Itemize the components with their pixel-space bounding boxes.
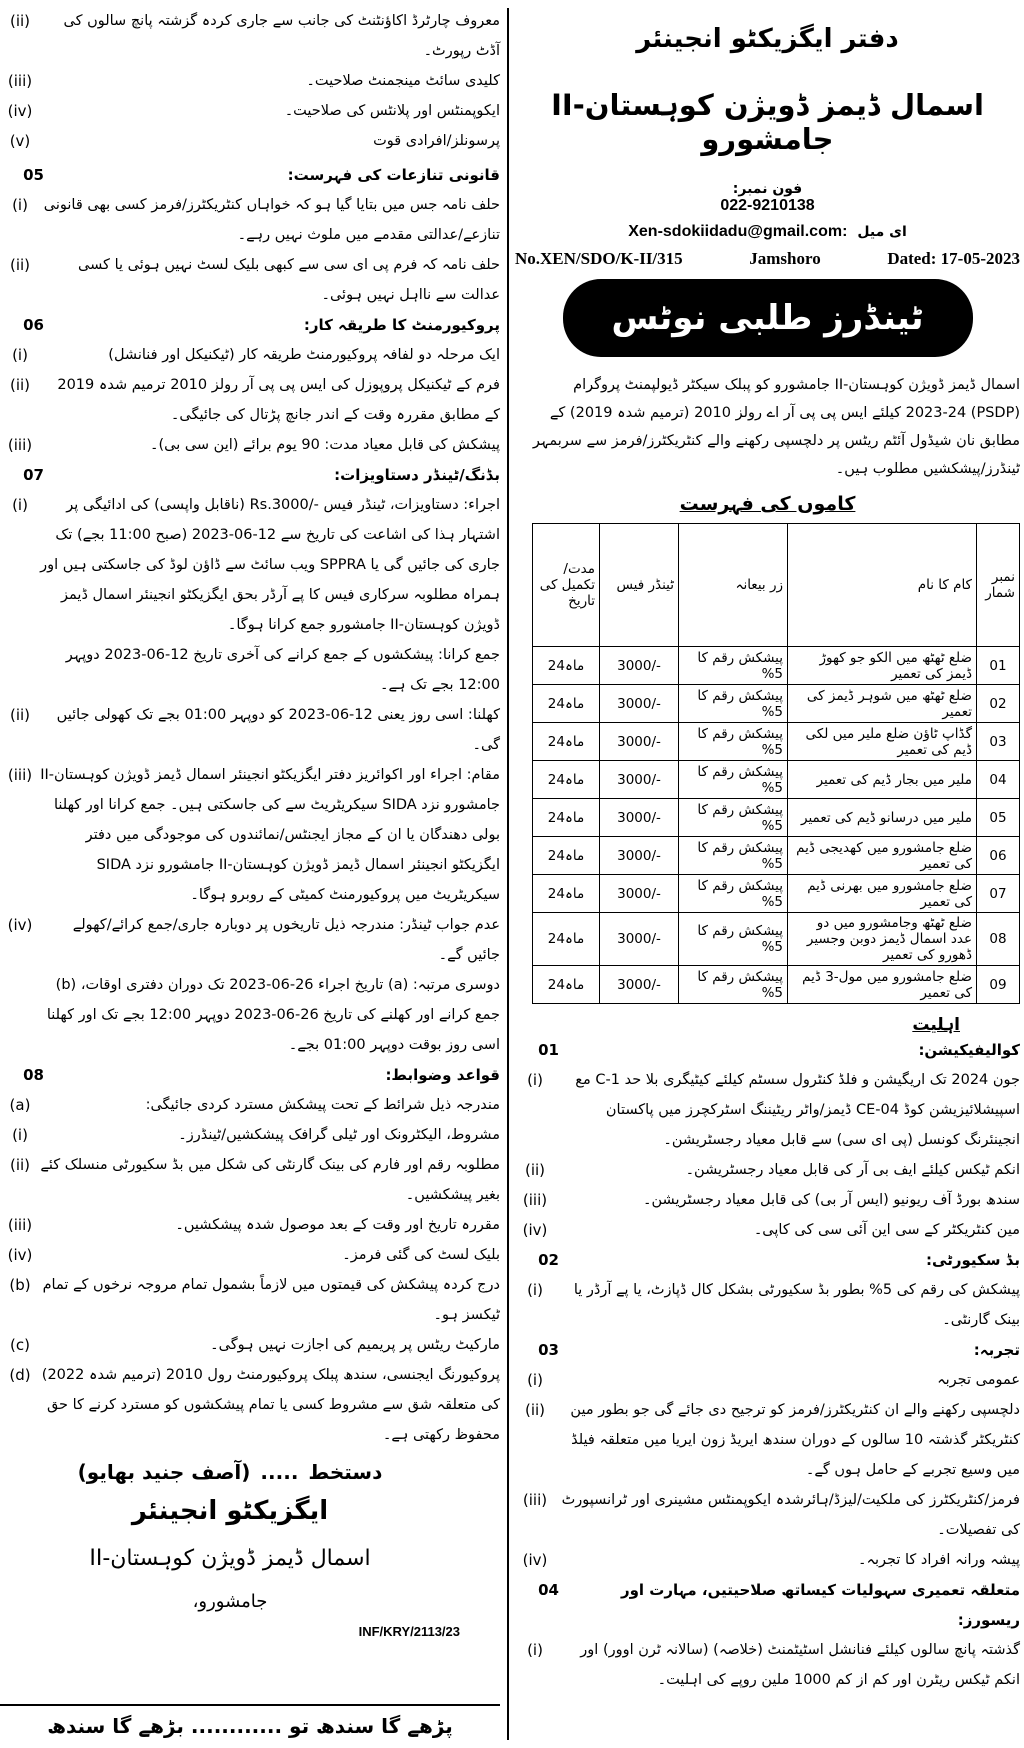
item-number: (iv) bbox=[522, 1221, 548, 1239]
list-item bbox=[0, 430, 500, 460]
item-text: پرسونلز/افرادی قوت bbox=[373, 133, 500, 149]
cell-period: 24ماہ bbox=[533, 761, 600, 799]
cell-period: 24ماہ bbox=[533, 799, 600, 837]
section-number: 08 bbox=[23, 1066, 44, 1084]
section-title: متعلقہ تعمیری سہولیات کیساتھ صلاحیتیں، مہارت اور ریسورز: bbox=[620, 1581, 1020, 1629]
item-number: (c) bbox=[10, 1336, 30, 1354]
section-04b-items bbox=[515, 1635, 1020, 1695]
cell-earnest: پیشکش رقم کا 5% bbox=[679, 913, 788, 966]
item-text: حلف نامہ جس میں بتایا گیا ہو کہ خواہاں کنٹریکٹرز/فرمز کسی بھی قانونی تنازعے/عدالتی مقدمے میں ملوث نہیں رہے۔ bbox=[43, 197, 500, 243]
list-item bbox=[0, 1330, 500, 1360]
cell-serial: 05 bbox=[977, 799, 1020, 837]
item-text: عمومی تجربہ bbox=[937, 1372, 1020, 1388]
section-08-items bbox=[0, 1090, 500, 1450]
eligibility-title: اہلیت bbox=[912, 1015, 960, 1035]
item-number: (iii) bbox=[7, 436, 33, 454]
list-item bbox=[515, 1365, 1020, 1395]
item-number: (iv) bbox=[7, 102, 33, 120]
section-title: قواعد وضوابط: bbox=[385, 1066, 500, 1084]
section-01-items bbox=[515, 1065, 1020, 1245]
item-number: (a) bbox=[9, 1096, 31, 1114]
item-text: کلیدی سائٹ مینجمنٹ صلاحیت۔ bbox=[306, 73, 500, 89]
cell-work-name: گڈاپ ٹاؤن ضلع ملیر میں لکی ڈیم کی تعمیر bbox=[788, 723, 977, 761]
list-item bbox=[0, 1270, 500, 1330]
item-text: اجراء: دستاویزات، ٹینڈر فیس -/Rs.3000 (ناقابل واپسی) کی ادائیگی پر اشتہار ہذا کی اشاعت کی تاریخ سے 12-06-2023 (صبح 11:00 بجے) تک جاری کی جائیں گی یا SPPRA ویب سائٹ سے ڈاؤن لوڈ کی جاسکتی ہیں اور ہمراہ مطلوبہ سرکاری فیس کا پے آرڈر بحق ایگزیکٹو انجینئر اسمال ڈیمز ڈویژن کوہستان-II جامشورو جمع کرانا ہوگا۔ bbox=[40, 497, 500, 633]
signature-label: دستخط bbox=[308, 1460, 383, 1484]
list-item bbox=[515, 1275, 1020, 1335]
list-item bbox=[0, 96, 500, 126]
cell-work-name: ملیر میں بجار ڈیم کی تعمیر bbox=[788, 761, 977, 799]
item-text: فرمز/کنٹریکٹرز کی ملکیت/لیزڈ/ہائرشدہ ایکوپمنٹس مشینری اور ٹرانسپورٹ کی تفصیلات۔ bbox=[561, 1492, 1020, 1538]
section-title: بڈ سکیورٹی: bbox=[926, 1251, 1020, 1269]
cell-serial: 06 bbox=[977, 837, 1020, 875]
cell-serial: 03 bbox=[977, 723, 1020, 761]
item-text: مقام: اجراء اور اکوائریز دفتر ایگزیکٹو انجینئر اسمال ڈیمز ڈویژن کوہستان-II جامشورو نزد SIDA سیکریٹریٹ سے کی جاسکتی ہیں۔ جمع کرانا اور کھلنا بولی دھندگان یا ان کے مجاز ایجنٹس/نمائندوں کی موجودگی میں دفتر ایگزیکٹو انجینئر اسمال ڈیمز ڈویژن کوہستان-II جامشورو نزد SIDA سیکریٹریٹ میں پروکیورمنٹ کمیٹی کے روبرو ہوگا۔ bbox=[40, 767, 500, 903]
item-text: مندرجہ ذیل شرائط کے تحت پیشکش مسترد کردی جائیگی: bbox=[145, 1097, 500, 1113]
item-text: پیشکش کی رقم کی 5% بطور بڈ سکیورٹی بشکل کال ڈپازٹ، یا پے آرڈر یا بینک گارنٹی۔ bbox=[573, 1282, 1020, 1328]
office-title: دفتر ایگزیکٹو انجینئر bbox=[636, 24, 899, 54]
table-row bbox=[533, 799, 1020, 837]
item-number: (ii) bbox=[524, 1161, 546, 1179]
list-item bbox=[515, 1485, 1020, 1545]
item-text: جون 2024 تک اریگیشن و فلڈ کنٹرول سسٹم کیلئے کیٹیگری بلا حد C-1 مع اسپیشلائیزیشن کوڈ CE-04 ڈیمز/واٹر ریٹیننگ اسٹرکچرز میں پاکستان انجینئرنگ کونسل (پی ای سی) سے قابل معیاد رجسٹریشن۔ bbox=[575, 1072, 1020, 1148]
cell-period: 24ماہ bbox=[533, 966, 600, 1004]
section-title: بڈنگ/ٹینڈر دستاویزات: bbox=[334, 466, 500, 484]
cell-earnest: پیشکش رقم کا 5% bbox=[679, 647, 788, 685]
list-item bbox=[515, 1215, 1020, 1245]
cell-earnest: پیشکش رقم کا 5% bbox=[679, 685, 788, 723]
list-item bbox=[0, 1360, 500, 1450]
item-number: (iii) bbox=[7, 1216, 33, 1234]
item-text: مین کنٹریکٹر کے سی این آئی سی کی کاپی۔ bbox=[753, 1222, 1020, 1238]
section-number: 05 bbox=[23, 166, 44, 184]
table-row bbox=[533, 723, 1020, 761]
item-number: (ii) bbox=[9, 376, 31, 394]
item-text: مقررہ تاریخ اور وقت کے بعد موصول شدہ پیشکشیں۔ bbox=[175, 1217, 500, 1233]
header-earnest: زر بیعانہ bbox=[679, 524, 788, 647]
cell-period: 24ماہ bbox=[533, 723, 600, 761]
section-number: 02 bbox=[538, 1251, 559, 1269]
cell-fee: 3000/- bbox=[600, 875, 679, 913]
list-item bbox=[515, 1065, 1020, 1155]
email-line bbox=[515, 223, 1020, 241]
works-table-body bbox=[533, 647, 1020, 1004]
reference-place: Jamshoro bbox=[749, 249, 821, 268]
item-text: جمع کرانا: پیشکشوں کے جمع کرانے کی آخری تاریخ 12-06-2023 دوپہر 12:00 بجے تک ہے۔ bbox=[65, 647, 500, 693]
list-item bbox=[0, 370, 500, 430]
works-list-title: کاموں کی فہرست bbox=[679, 493, 856, 515]
list-item bbox=[0, 970, 500, 1060]
division-title: اسمال ڈیمز ڈویژن کوہستان-II جامشورو bbox=[551, 88, 984, 156]
intro-paragraph: اسمال ڈیمز ڈویژن کوہستان-II جامشورو کو پبلک سیکٹر ڈیولپمنٹ پروگرام (PSDP) 2023-24 کیلئے ایس پی پی آر اے رولز 2010 (ترمیم شدہ 2019) کے مطابق نان شیڈول آئٹم ریٹس پر دلچسپی رکھنے والے کنٹریکٹرز/فرمز سے سربمہر ٹینڈرز/پیشکشیں مطلوب ہیں۔ bbox=[532, 377, 1020, 477]
list-item bbox=[0, 760, 500, 910]
item-number: (i) bbox=[12, 496, 28, 514]
cell-work-name: ضلع ٹھٹھ میں شوہر ڈیمز کی تعمیر bbox=[788, 685, 977, 723]
cell-earnest: پیشکش رقم کا 5% bbox=[679, 966, 788, 1004]
phone-label: فون نمبر: bbox=[732, 181, 803, 197]
reference-line bbox=[515, 249, 1020, 269]
item-text: دلچسپی رکھنے والے ان کنٹریکٹرز/فرمز کو ترجیح دی جائے گی جو بطور مین کنٹریکٹر گذشتہ 10 سالوں کے دوران سندھ ایریڈ زون ایریا میں متعلقہ فیلڈ میں وسیع تجربے کے حامل ہوں گے۔ bbox=[570, 1402, 1020, 1478]
item-number: (i) bbox=[527, 1281, 543, 1299]
item-number: (i) bbox=[12, 346, 28, 364]
item-number: (ii) bbox=[9, 256, 31, 274]
item-number: (v) bbox=[9, 132, 31, 150]
list-item bbox=[0, 1240, 500, 1270]
item-number: (iv) bbox=[522, 1551, 548, 1569]
right-column bbox=[515, 6, 1020, 1695]
list-item bbox=[0, 640, 500, 700]
cell-fee: 3000/- bbox=[600, 761, 679, 799]
item-number: (iv) bbox=[7, 916, 33, 934]
email-address[interactable]: Xen-sdokiidadu@gmail.com: bbox=[628, 223, 848, 240]
tender-notice-banner: ٹینڈرز طلبی نوٹس bbox=[563, 279, 973, 357]
reference-number: No.XEN/SDO/K-II/315 bbox=[515, 249, 683, 268]
cell-fee: 3000/- bbox=[600, 913, 679, 966]
item-text: درج کردہ پیشکش کی قیمتوں میں لازماً بشمول تمام مروجہ نرخوں کے تمام ٹیکسز ہو۔ bbox=[42, 1277, 500, 1323]
table-row bbox=[533, 913, 1020, 966]
item-number: (i) bbox=[527, 1371, 543, 1389]
section-title: قانونی تنازعات کی فہرست: bbox=[287, 166, 500, 184]
section-number: 01 bbox=[538, 1041, 559, 1059]
works-table-header bbox=[533, 524, 1020, 647]
item-number: (i) bbox=[527, 1641, 543, 1659]
item-text: پیشہ ورانہ افراد کا تجربہ۔ bbox=[857, 1552, 1020, 1568]
cell-serial: 04 bbox=[977, 761, 1020, 799]
header-serial: نمبر شمار bbox=[977, 524, 1020, 647]
list-item bbox=[0, 126, 500, 156]
cell-serial: 07 bbox=[977, 875, 1020, 913]
phone-line bbox=[515, 178, 1020, 215]
item-text: سندھ بورڈ آف ریونیو (ایس آر بی) کی قابل معیاد رجسٹریشن۔ bbox=[643, 1192, 1020, 1208]
item-text: عدم جواب ٹینڈر: مندرجہ ذیل تاریخوں پر دوبارہ جاری/جمع کرائے/کھولے جائیں گے۔ bbox=[72, 917, 500, 963]
works-table bbox=[532, 523, 1020, 1004]
cell-work-name: ضلع جامشورو میں کھدیجی ڈیم کی تعمیر bbox=[788, 837, 977, 875]
item-text: فرم کے ٹیکنیکل پروپوزل کی ایس پی پی آر رولز 2010 ترمیم شدہ 2019 کے مطابق مقررہ وقت کے اندر جانچ پڑتال کی جائیگی۔ bbox=[57, 377, 500, 423]
section-04-heading bbox=[515, 1575, 1020, 1635]
signer-division: اسمال ڈیمز ڈویژن کوہستان-II bbox=[89, 1546, 371, 1571]
item-number: (iii) bbox=[7, 766, 33, 784]
section-04-items bbox=[0, 6, 500, 156]
list-item bbox=[0, 1210, 500, 1240]
list-item bbox=[0, 1120, 500, 1150]
item-text: دوسری مرتبہ: (a) تاریخ اجراء 26-06-2023 تک دوران دفتری اوقات، (b) جمع کرانے اور کھلنے کی تاریخ 26-06-2023 دوپہر 12:00 بجے تک اور کھلنا اسی روز بوقت دوپہر 01:00 بجے۔ bbox=[46, 977, 500, 1053]
section-03-heading bbox=[515, 1335, 1020, 1365]
item-number: (i) bbox=[527, 1071, 543, 1089]
cell-fee: 3000/- bbox=[600, 685, 679, 723]
cell-work-name: ملیر میں درسانو ڈیم کی تعمیر bbox=[788, 799, 977, 837]
section-title: کوالیفیکیشن: bbox=[918, 1041, 1020, 1059]
item-text: ایک مرحلہ دو لفافہ پروکیورمنٹ طریقہ کار (ٹیکنیکل اور فنانشل) bbox=[108, 347, 500, 363]
table-row bbox=[533, 685, 1020, 723]
cell-fee: 3000/- bbox=[600, 723, 679, 761]
section-02-heading bbox=[515, 1245, 1020, 1275]
cell-period: 24ماہ bbox=[533, 913, 600, 966]
phone-number: 022-9210138 bbox=[720, 197, 815, 214]
cell-work-name: ضلع جامشورو میں مول-3 ڈیم کی تعمیر bbox=[788, 966, 977, 1004]
section-03-items bbox=[515, 1365, 1020, 1575]
header-fee: ٹینڈر فیس bbox=[600, 524, 679, 647]
item-number: (ii) bbox=[9, 706, 31, 724]
list-item bbox=[0, 190, 500, 250]
list-item bbox=[515, 1635, 1020, 1695]
table-row bbox=[533, 761, 1020, 799]
cell-fee: 3000/- bbox=[600, 647, 679, 685]
table-row bbox=[533, 837, 1020, 875]
item-number: (iii) bbox=[7, 72, 33, 90]
item-number: (d) bbox=[9, 1366, 31, 1384]
list-item bbox=[0, 700, 500, 760]
section-07-items bbox=[0, 490, 500, 1060]
cell-serial: 09 bbox=[977, 966, 1020, 1004]
section-07-heading bbox=[0, 460, 500, 490]
item-text: پیشکش کی قابل معیاد مدت: 90 یوم برائے (این سی بی)۔ bbox=[149, 437, 500, 453]
list-item bbox=[0, 910, 500, 970]
cell-serial: 01 bbox=[977, 647, 1020, 685]
item-number: (ii) bbox=[524, 1401, 546, 1419]
list-item bbox=[515, 1155, 1020, 1185]
cell-earnest: پیشکش رقم کا 5% bbox=[679, 875, 788, 913]
cell-period: 24ماہ bbox=[533, 837, 600, 875]
signer-city: جامشورو، bbox=[192, 1591, 268, 1612]
header-period: مدت/ تکمیل کی تاریخ bbox=[533, 524, 600, 647]
item-number: (iv) bbox=[7, 1246, 33, 1264]
section-05-heading bbox=[0, 160, 500, 190]
section-05-items bbox=[0, 190, 500, 310]
column-divider bbox=[507, 8, 509, 1740]
item-text: مارکیٹ ریٹس پر پریمیم کی اجازت نہیں ہوگی۔ bbox=[210, 1337, 500, 1353]
list-item bbox=[0, 250, 500, 310]
table-row bbox=[533, 647, 1020, 685]
item-text: پروکیورنگ ایجنسی، سندھ پبلک پروکیورمنٹ رول 2010 (ترمیم شدہ 2022) کی متعلقہ شق سے مشروط کسی یا تمام پیشکشوں کو مسترد کرنے کا حق محفوظ رکھتی ہے۔ bbox=[41, 1367, 500, 1443]
cell-fee: 3000/- bbox=[600, 799, 679, 837]
list-item bbox=[515, 1185, 1020, 1215]
section-01-heading bbox=[515, 1035, 1020, 1065]
signer-title: ایگزیکٹو انجینئر bbox=[131, 1496, 329, 1526]
cell-work-name: ضلع ٹھٹھ وجامشورو میں دو عدد اسمال ڈیمز دوبن وجسیر ڈھورو کی تعمیر bbox=[788, 913, 977, 966]
section-number: 07 bbox=[23, 466, 44, 484]
list-item bbox=[0, 6, 500, 66]
cell-period: 24ماہ bbox=[533, 875, 600, 913]
cell-earnest: پیشکش رقم کا 5% bbox=[679, 723, 788, 761]
section-number: 06 bbox=[23, 316, 44, 334]
slogan-footer: پڑھے گا سندھ تو ............ بڑھے گا سندھ bbox=[0, 1704, 500, 1746]
item-number: (i) bbox=[12, 196, 28, 214]
signature-line bbox=[0, 1460, 460, 1484]
cell-earnest: پیشکش رقم کا 5% bbox=[679, 837, 788, 875]
section-02-items bbox=[515, 1275, 1020, 1335]
email-label: ای میل bbox=[857, 224, 907, 240]
cell-serial: 08 bbox=[977, 913, 1020, 966]
cell-earnest: پیشکش رقم کا 5% bbox=[679, 799, 788, 837]
list-item bbox=[0, 66, 500, 96]
inf-reference: INF/KRY/2113/23 bbox=[358, 1624, 460, 1639]
item-text: گذشتہ پانچ سالوں کیلئے فنانشل اسٹیٹمنٹ (خلاصہ) (سالانہ ٹرن اوور) اور انکم ٹیکس ریٹرن اور کم از کم 1000 ملین روپے کی اہلیت۔ bbox=[580, 1642, 1020, 1688]
item-text: مشروط، الیکٹرونک اور ٹیلی گرافک پیشکشیں/ٹینڈرز۔ bbox=[178, 1127, 500, 1143]
section-title: تجربہ: bbox=[973, 1341, 1020, 1359]
section-06-items bbox=[0, 340, 500, 460]
item-text: ایکوپمنٹس اور پلانٹس کی صلاحیت۔ bbox=[284, 103, 500, 119]
list-item bbox=[0, 340, 500, 370]
list-item bbox=[0, 1090, 500, 1120]
item-text: حلف نامہ کہ فرم پی ای سی سے کبھی بلیک لسٹ نہیں ہوئی یا کسی عدالت سے نااہل نہیں ہوئی۔ bbox=[78, 257, 500, 303]
cell-work-name: ضلع جامشورو میں بھرنی ڈیم کی تعمیر bbox=[788, 875, 977, 913]
cell-serial: 02 bbox=[977, 685, 1020, 723]
cell-fee: 3000/- bbox=[600, 966, 679, 1004]
item-text: مطلوبہ رقم اور فارم کی بینک گارنٹی کی شکل میں بڈ سکیورٹی منسلک کئے بغیر پیشکشیں۔ bbox=[40, 1157, 500, 1203]
table-row bbox=[533, 875, 1020, 913]
header-work-name: کام کا نام bbox=[788, 524, 977, 647]
list-item bbox=[0, 1150, 500, 1210]
signature-block bbox=[0, 1460, 500, 1639]
item-number: (iii) bbox=[522, 1191, 548, 1209]
section-number: 03 bbox=[538, 1341, 559, 1359]
section-06-heading bbox=[0, 310, 500, 340]
item-text: بلیک لسٹ کی گئی فرمز۔ bbox=[342, 1247, 500, 1263]
item-text: معروف چارٹرڈ اکاؤنٹنٹ کی جانب سے جاری کردہ گزشتہ پانچ سالوں کی آڈٹ رپورٹ۔ bbox=[63, 13, 500, 59]
item-number: (ii) bbox=[9, 1156, 31, 1174]
left-column bbox=[0, 6, 500, 1639]
list-item bbox=[0, 490, 500, 640]
reference-date: Dated: 17-05-2023 bbox=[887, 249, 1020, 268]
table-row bbox=[533, 966, 1020, 1004]
list-item bbox=[515, 1395, 1020, 1485]
cell-work-name: ضلع ٹھٹھ میں الکو جو کھوڑ ڈیمز کی تعمیر bbox=[788, 647, 977, 685]
signature-dots: ..... bbox=[260, 1460, 299, 1484]
item-number: (i) bbox=[12, 1126, 28, 1144]
item-number: (ii) bbox=[9, 12, 31, 30]
cell-period: 24ماہ bbox=[533, 685, 600, 723]
item-text: انکم ٹیکس کیلئے ایف بی آر کی قابل معیاد رجسٹریشن۔ bbox=[685, 1162, 1020, 1178]
cell-period: 24ماہ bbox=[533, 647, 600, 685]
cell-earnest: پیشکش رقم کا 5% bbox=[679, 761, 788, 799]
item-number: (iii) bbox=[522, 1491, 548, 1509]
item-number: (b) bbox=[9, 1276, 31, 1294]
cell-fee: 3000/- bbox=[600, 837, 679, 875]
section-number: 04 bbox=[538, 1581, 559, 1599]
section-title: پروکیورمنٹ کا طریقہ کار: bbox=[303, 316, 500, 334]
item-text: کھلنا: اسی روز یعنی 12-06-2023 کو دوپہر 01:00 بجے تک کھولی جائیں گی۔ bbox=[56, 707, 500, 753]
section-08-heading bbox=[0, 1060, 500, 1090]
signer-name: (آصف جنید بھایو) bbox=[77, 1460, 251, 1484]
list-item bbox=[515, 1545, 1020, 1575]
